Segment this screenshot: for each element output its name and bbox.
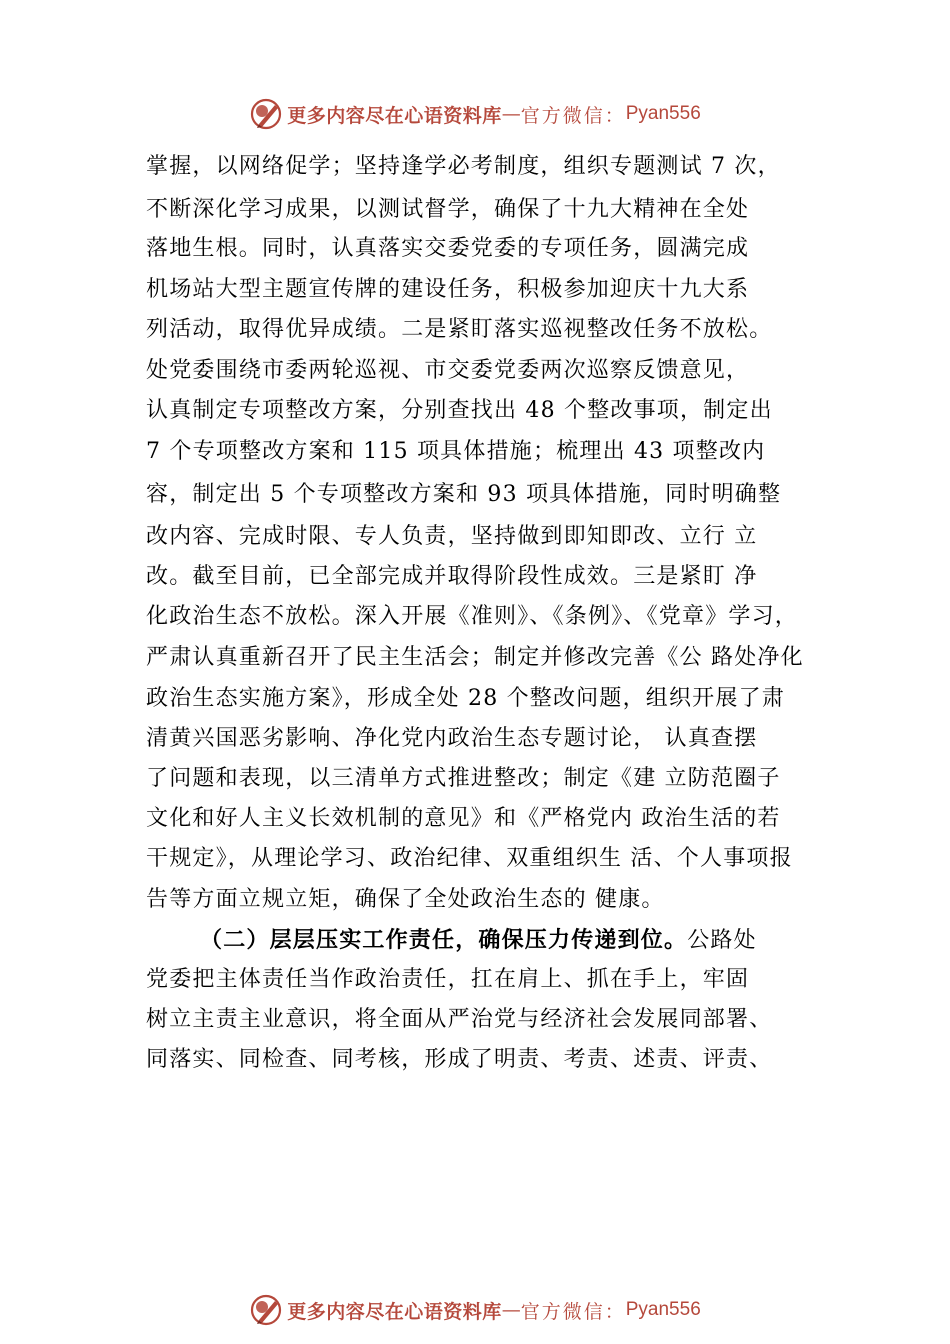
- text-line: 不断深化学习成果，以测试督学，确保了十九大精神在全处: [146, 197, 750, 222]
- section-heading: （二）层层压实工作责任，确保压力传递到位。: [200, 927, 688, 953]
- watermark-banner-top: [0, 92, 950, 136]
- red-pen-circle-icon: [249, 1293, 283, 1327]
- watermark-wechat-id: Pyan556: [625, 103, 701, 124]
- text-line: 化政治生态不放松。深入开展《准则》、《条例》、《党章》学习，: [146, 604, 799, 629]
- watermark-site-text: 更多内容尽在心语资料库: [287, 1300, 502, 1323]
- text-line: 改。截至目前，已全部完成并取得阶段性成效。三是紧盯 净: [146, 564, 758, 589]
- red-pen-circle-icon: [249, 97, 283, 131]
- watermark-separator: —: [501, 1299, 521, 1321]
- text-line: 严肃认真重新召开了民主生活会；制定并修改完善《公 路处净化: [146, 645, 804, 670]
- watermark-wechat-label: 官方微信：: [520, 104, 626, 127]
- text-line: 同落实、同检查、同考核，形成了明责、考责、述责、评责、: [146, 1047, 773, 1072]
- text-line: 清黄兴国恶劣影响、净化党内政治生态专题讨论， 认真查摆: [146, 726, 758, 751]
- watermark-separator: —: [501, 103, 521, 125]
- text-line: 改内容、完成时限、专人负责，坚持做到即知即改、立行 立: [146, 524, 758, 549]
- watermark-wechat-label: 官方微信：: [520, 1300, 626, 1323]
- section-heading-continuation: 公路处: [687, 928, 757, 953]
- section-heading-line: [200, 925, 757, 955]
- text-line: 文化和好人主义长效机制的意见》和《严格党内 政治生活的若: [146, 806, 781, 831]
- watermark-banner-bottom: [0, 1288, 950, 1332]
- text-line: 干规定》，从理论学习、政治纪律、双重组织生 活、个人事项报: [146, 846, 793, 871]
- text-line: 7 个专项整改方案和 115 项具体措施；梳理出 43 项整改内: [146, 439, 766, 464]
- text-line: 了问题和表现，以三清单方式推进整改；制定《建 立防范圈子: [146, 766, 781, 791]
- text-line: 党委把主体责任当作政治责任，扛在肩上、抓在手上，牢固: [146, 967, 750, 992]
- text-line: 掌握，以网络促学；坚持逢学必考制度，组织专题测试 7 次，: [146, 154, 781, 179]
- text-line: 处党委围绕市委两轮巡视、市交委党委两次巡察反馈意见，: [146, 358, 750, 383]
- text-line: 政治生态实施方案》，形成全处 28 个整改问题，组织开展了肃: [146, 686, 785, 711]
- watermark-site-text: 更多内容尽在心语资料库: [287, 104, 502, 127]
- text-line: 列活动，取得优异成绩。二是紧盯落实巡视整改任务不放松。: [146, 317, 773, 342]
- watermark-wechat-id: Pyan556: [625, 1299, 701, 1320]
- text-line: 机场站大型主题宣传牌的建设任务，积极参加迎庆十九大系: [146, 277, 750, 302]
- text-line: 树立主责主业意识，将全面从严治党与经济社会发展同部署、: [146, 1007, 773, 1032]
- text-line: 落地生根。同时，认真落实交委党委的专项任务，圆满完成: [146, 236, 750, 261]
- text-line: 认真制定专项整改方案，分别查找出 48 个整改事项，制定出: [146, 398, 773, 423]
- text-line: 告等方面立规立矩，确保了全处政治生态的 健康。: [146, 887, 665, 912]
- text-line: 容，制定出 5 个专项整改方案和 93 项具体措施，同时明确整: [146, 482, 782, 507]
